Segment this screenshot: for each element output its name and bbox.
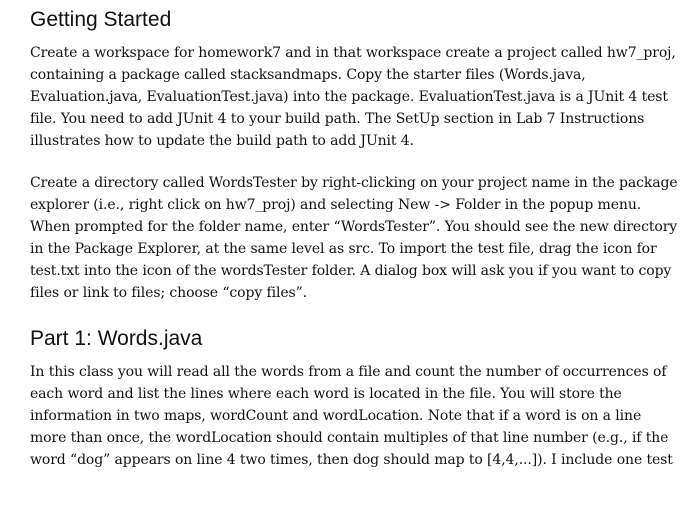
paragraph-workspace-setup	[30, 42, 676, 152]
section-heading-part-1: Part 1: Words.java	[30, 327, 203, 350]
text-line: more than once, the wordLocation should contain multiples of that line number (e.g., if the	[30, 430, 669, 446]
text-line: information in two maps, wordCount and wordLocation. Note that if a word is on a line	[30, 408, 642, 424]
text-line: Create a directory called WordsTester by right-clicking on your project name in the package	[30, 175, 678, 191]
text-line: illustrates how to update the build path to add JUnit 4.	[30, 133, 414, 149]
section-heading-getting-started: Getting Started	[30, 8, 172, 31]
text-line: word “dog” appears on line 4 two times, then dog should map to [4,4,...]). I include one test	[30, 452, 673, 468]
text-line: explorer (i.e., right click on hw7_proj) and selecting New -> Folder in the popup menu.	[30, 197, 642, 213]
text-line: When prompted for the folder name, enter “WordsTester”. You should see the new directory	[30, 219, 678, 235]
text-line: each word and list the lines where each word is located in the file. You will store the	[30, 386, 622, 402]
text-line: file. You need to add JUnit 4 to your build path. The SetUp section in Lab 7 Instructions	[30, 111, 645, 127]
text-line: containing a package called stacksandmaps. Copy the starter files (Words.java,	[30, 67, 586, 83]
paragraph-words-java	[30, 361, 673, 471]
text-line: Create a workspace for homework7 and in that workspace create a project called hw7_proj,	[30, 45, 676, 61]
text-line: In this class you will read all the words from a file and count the number of occurrences of	[30, 364, 667, 380]
paragraph-directory-setup	[30, 172, 678, 304]
text-line: test.txt into the icon of the wordsTester folder. A dialog box will ask you if you want to copy	[30, 263, 672, 279]
text-line: files or link to files; choose “copy files”.	[30, 285, 308, 301]
text-line: in the Package Explorer, at the same level as src. To import the test file, drag the icon for	[30, 241, 657, 257]
text-line: Evaluation.java, EvaluationTest.java) into the package. EvaluationTest.java is a JUnit 4 test	[30, 89, 668, 105]
